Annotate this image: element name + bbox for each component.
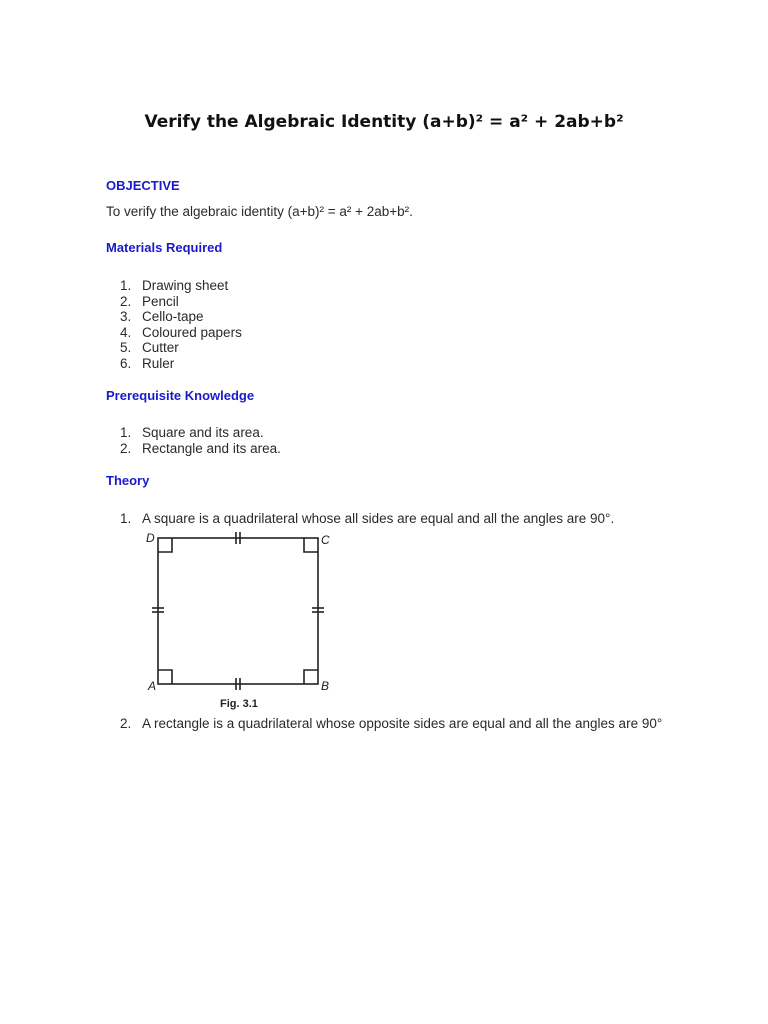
list-label: Square and its area. bbox=[142, 425, 264, 440]
theory-text: A square is a quadrilateral whose all sides are equal and all the angles are 90°. bbox=[142, 511, 615, 526]
list-number: 1. bbox=[120, 278, 132, 293]
right-angle-mark-d bbox=[158, 538, 172, 552]
right-angle-mark-b bbox=[304, 670, 318, 684]
list-label: Rectangle and its area. bbox=[142, 440, 281, 456]
list-item bbox=[106, 294, 242, 310]
square-figure bbox=[140, 528, 340, 712]
list-number: 2. bbox=[120, 440, 132, 456]
right-angle-mark-c bbox=[304, 538, 318, 552]
materials-list bbox=[106, 278, 242, 372]
list-label: Cutter bbox=[142, 340, 179, 356]
materials-heading: Materials Required bbox=[106, 240, 223, 255]
objective-heading: OBJECTIVE bbox=[106, 178, 180, 193]
list-item bbox=[106, 340, 242, 356]
list-number: 1. bbox=[120, 425, 132, 440]
list-label: Cello-tape bbox=[142, 309, 204, 325]
list-label: Coloured papers bbox=[142, 324, 242, 340]
vertex-label-a: A bbox=[148, 679, 157, 693]
theory-item bbox=[120, 510, 680, 527]
list-item bbox=[106, 278, 242, 294]
square-outline bbox=[158, 538, 318, 684]
page-title: Verify the Algebraic Identity (a+b)² = a² + 2ab+b² bbox=[144, 112, 624, 132]
list-label: Ruler bbox=[142, 355, 175, 371]
list-label: Pencil bbox=[142, 293, 179, 309]
objective-text: To verify the algebraic identity (a+b)² = a² + 2ab+b². bbox=[106, 204, 413, 219]
prerequisite-heading: Prerequisite Knowledge bbox=[106, 388, 255, 403]
prerequisite-list bbox=[106, 425, 281, 456]
vertex-label-d: D bbox=[146, 531, 155, 545]
figure-caption: Fig. 3.1 bbox=[220, 698, 258, 710]
theory-item bbox=[120, 715, 680, 732]
list-number: 5. bbox=[120, 340, 132, 356]
theory-text: A rectangle is a quadrilateral whose opposite sides are equal and all the angles are 90° bbox=[142, 716, 663, 731]
list-number: 3. bbox=[120, 309, 132, 325]
list-item bbox=[106, 309, 242, 325]
list-item bbox=[106, 425, 281, 441]
list-number: 4. bbox=[120, 324, 132, 340]
list-item bbox=[106, 325, 242, 341]
list-label: Drawing sheet bbox=[142, 278, 229, 293]
vertex-label-b: B bbox=[321, 679, 330, 693]
list-number: 2. bbox=[120, 716, 132, 731]
list-number: 2. bbox=[120, 293, 132, 309]
list-number: 1. bbox=[120, 511, 132, 526]
theory-heading: Theory bbox=[106, 473, 150, 488]
list-item bbox=[106, 356, 242, 372]
list-number: 6. bbox=[120, 355, 132, 371]
right-angle-mark-a bbox=[158, 670, 172, 684]
list-item bbox=[106, 441, 281, 457]
vertex-label-c: C bbox=[321, 533, 330, 547]
